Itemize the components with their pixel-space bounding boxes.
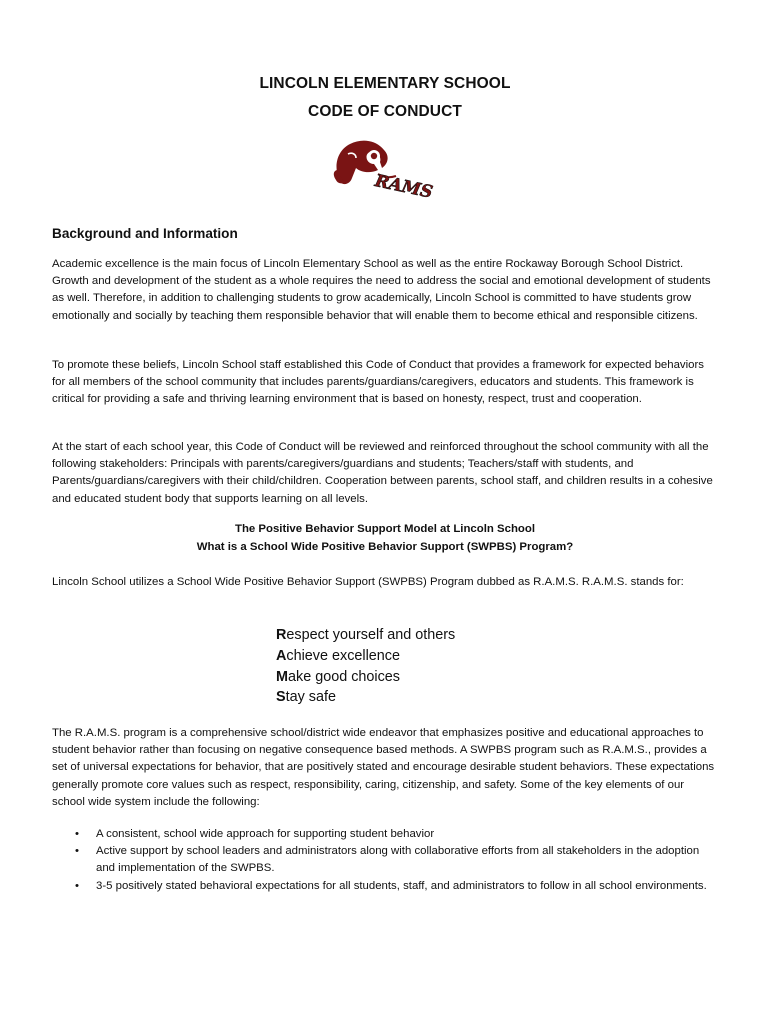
rams-acronym-list xyxy=(276,625,455,708)
bullet-icon: • xyxy=(75,845,79,858)
logo-text: RAMS xyxy=(373,171,435,203)
paragraph-program: The R.A.M.S. program is a comprehensive school/district wide endeavor that emphasizes positive and educational approaches to student behavior rather than focusing on negative consequence based methods. A SWPBS program such as R.A.M.S., provides a set of universal expectations for behavior, that are positively stated and encourage desirable student behaviors. These expectations generally promote core values such as respect, responsibility, caring, citizenship, and safety. Some of the key elements of our school wide system include the following: xyxy=(52,727,715,808)
list-item: • Active support by school leaders and administrators along with collaborative efforts from all stakeholders in the adoption and implementation of the SWPBS. xyxy=(75,845,700,875)
subheading-model: The Positive Behavior Support Model at Lincoln School xyxy=(235,523,535,535)
rams-line: Achieve excellence xyxy=(276,647,400,664)
rams-logo-icon xyxy=(330,134,440,204)
school-title: LINCOLN ELEMENTARY SCHOOL xyxy=(259,75,511,92)
list-item: • 3-5 positively stated behavioral expectations for all students, staff, and administrators to follow in all school environments. xyxy=(52,878,720,895)
rams-line: Stay safe xyxy=(276,689,337,706)
document-title: CODE OF CONDUCT xyxy=(308,103,462,120)
section-heading: Background and Information xyxy=(52,226,238,241)
subheading-swpbs: What is a School Wide Positive Behavior Support (SWPBS) Program? xyxy=(196,541,574,553)
paragraph-rams-intro: Lincoln School utilizes a School Wide Positive Behavior Support (SWPBS) Program dubbed as R.A.M.S. R.A.M.S. stands for: xyxy=(52,576,684,588)
bullet-icon: • xyxy=(75,828,79,840)
bullet-icon: • xyxy=(75,879,79,892)
paragraph-background: Academic excellence is the main focus of Lincoln Elementary School as well as the entire Rockaway Borough School District. Growth and development of the student as a whole requires the need to address the social and emotional development of students as well. Therefore, in addition to challenging students to grow academically, Lincoln School is committed to have students grow emotionally and socially by teaching them responsible behavior that will enable them to become ethical and responsible citizens. xyxy=(52,258,711,322)
rams-line: Make good choices xyxy=(276,668,401,685)
paragraph-promote: To promote these beliefs, Lincoln School staff established this Code of Conduct that provides a framework for expected behaviors for all members of the school community that includes parents/guardians/caregivers, educators and students. This framework is critical for providing a safe and thriving learning environment that is based on honesty, respect, trust and cooperation. xyxy=(52,359,704,406)
key-elements-list xyxy=(52,826,720,895)
rams-line: Respect yourself and others xyxy=(276,627,456,643)
paragraph-review: At the start of each school year, this Code of Conduct will be reviewed and reinforced throughout the school community with all the following stakeholders: Principals with parents/caregivers/guardians and students; Teachers/staff with students, and Parents/guardians/caregivers with their child/children. Cooperation between parents, school staff, and children results in a cohesive and educated student body that supports learning on all levels. xyxy=(52,441,713,505)
list-item: • A consistent, school wide approach for supporting student behavior xyxy=(52,826,720,843)
